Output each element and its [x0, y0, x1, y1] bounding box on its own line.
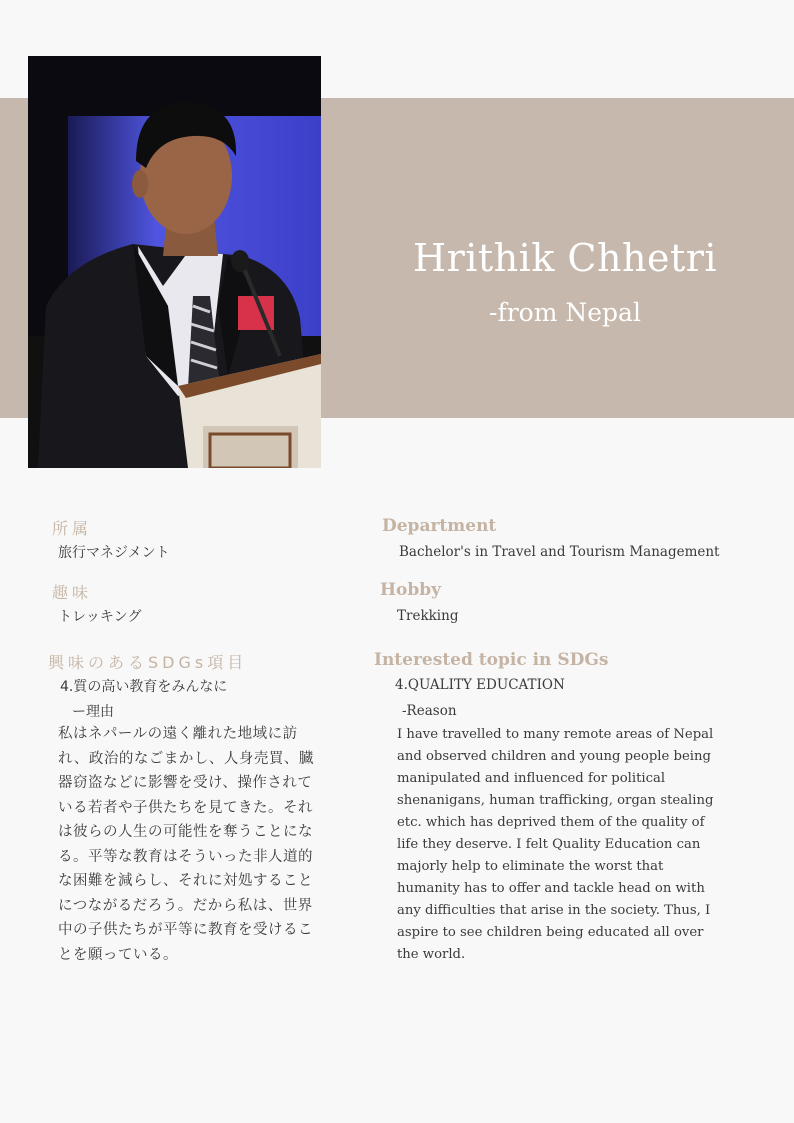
jp-sdgs-value: 4.質の高い教育をみんなに [60, 679, 228, 695]
jp-reason-text: 私はネパールの遠く離れた地域に訪れ、政治的なごまかし、人身売買、臓器窃盗などに影響を受け、操作されている若者や子供たちを見てきた。それは彼らの人生の可能性を奪うことになる。平等な教育はそういった非人道的な困難を減らし、それに対処することにつながるだろう。だから私は、世界中の子供たちが平等に教育を受けることを願っている。 [58, 726, 314, 963]
jp-hobby-heading: 趣味 [52, 583, 93, 602]
person-name: Hrithik Chhetri [412, 236, 718, 280]
profile-photo [28, 56, 321, 468]
en-department-value: Bachelor's in Travel and Tourism Management [399, 544, 720, 560]
jp-hobby-value: トレッキング [58, 609, 142, 625]
en-sdgs-heading: Interested topic in SDGs [374, 650, 609, 670]
en-hobby-value: Trekking [397, 608, 459, 624]
jp-reason-label: ー理由 [72, 704, 114, 720]
person-origin: -from Nepal [489, 298, 641, 327]
en-sdgs-value: 4.QUALITY EDUCATION [395, 677, 565, 693]
en-reason-label: -Reason [402, 703, 457, 719]
jp-sdgs-heading: 興味のあるSDGs項目 [48, 653, 248, 672]
jp-department-value: 旅行マネジメント [58, 545, 170, 561]
en-hobby-heading: Hobby [380, 580, 442, 600]
en-reason-text: I have travelled to many remote areas of Nepal and observed children and young people being manipulated and influenced for political shenanigans, human trafficking, organ stealing etc. which has deprived them of the quality of life they deserve. I felt Quality Education can majorly help to eliminate the worst that humanity has to offer and tackle head on with any difficulties that arise in the society. Thus, I aspire to see children being educated all over the world. [397, 727, 714, 962]
en-department-heading: Department [382, 516, 497, 536]
jp-department-heading: 所属 [52, 519, 93, 538]
